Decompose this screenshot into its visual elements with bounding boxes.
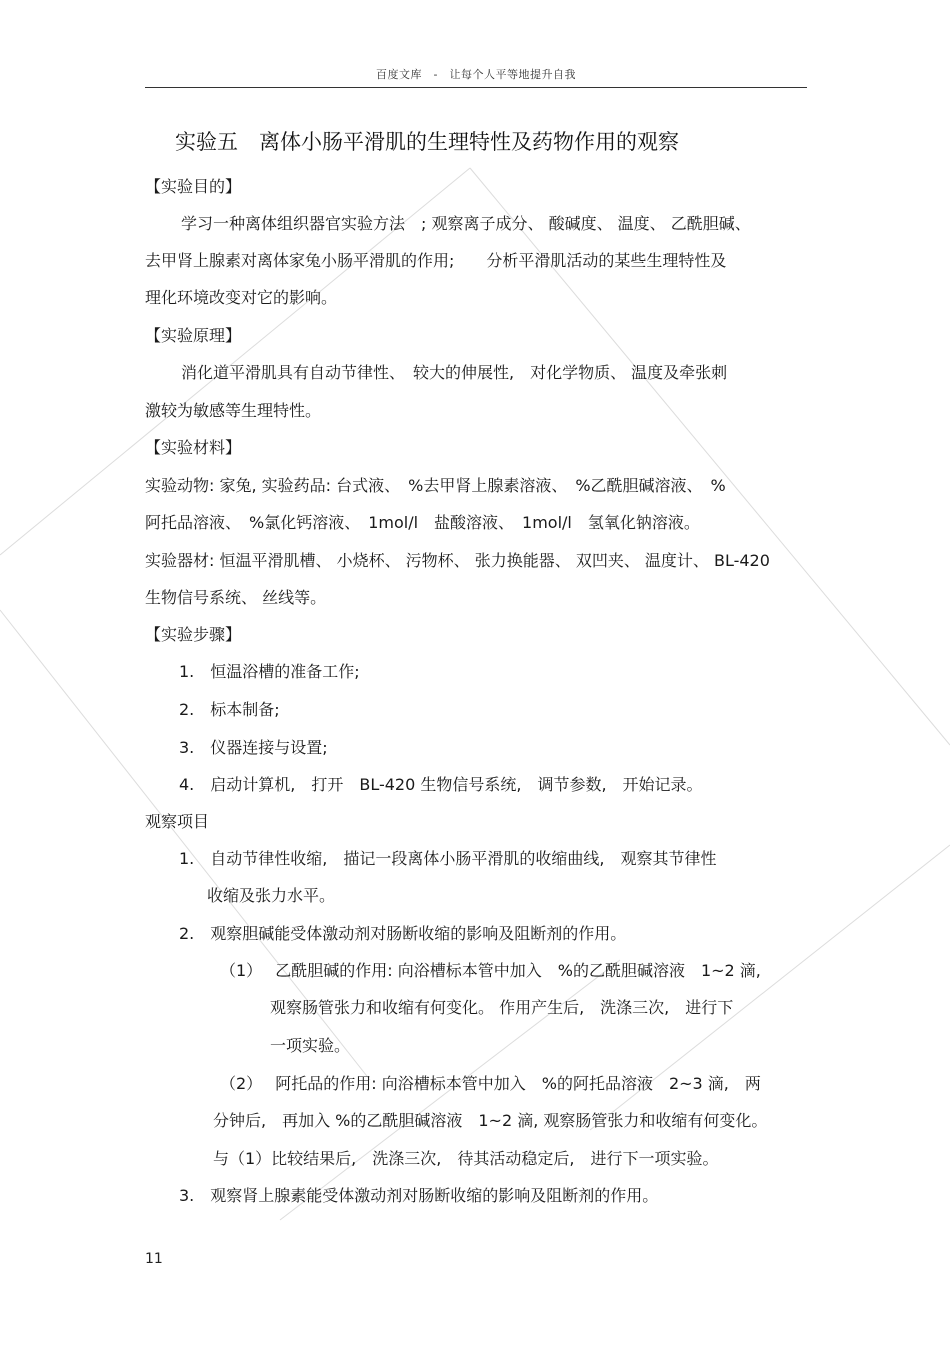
section-heading-principle: 【实验原理】 [145,326,242,345]
list-item: 1. 恒温浴槽的准备工作; [179,662,360,681]
paragraph-line: 阿托品溶液、 %氯化钙溶液、 1mol/l 盐酸溶液、 1mol/l 氢氧化钠溶液。 [145,513,700,532]
sub-item: （2） 阿托品的作用: 向浴槽标本管中加入 %的阿托品溶液 2~3 滴, 两 [220,1074,761,1093]
sub-item-continuation: 观察肠管张力和收缩有何变化。 作用产生后, 洗涤三次, 进行下 [270,998,734,1017]
paragraph-line: 去甲肾上腺素对离体家兔小肠平滑肌的作用; 分析平滑肌活动的某些生理特性及 [145,251,727,270]
paragraph-line: 实验动物: 家兔, 实验药品: 台式液、 %去甲肾上腺素溶液、 %乙酰胆碱溶液、 % [145,476,726,495]
sub-item-continuation: 分钟后, 再加入 %的乙酰胆碱溶液 1~2 滴, 观察肠管张力和收缩有何变化。 [213,1111,768,1130]
page-header: 百度文库 - 让每个人平等地提升自我 [145,66,807,88]
page-number: 11 [145,1251,163,1267]
sub-item-continuation: 一项实验。 [270,1036,351,1055]
sub-item: （1） 乙酰胆碱的作用: 向浴槽标本管中加入 %的乙酰胆碱溶液 1~2 滴, [220,961,761,980]
paragraph-line: 实验器材: 恒温平滑肌槽、 小烧杯、 污物杯、 张力换能器、 双凹夹、 温度计、 BL-420 [145,551,770,570]
paragraph-line: 理化环境改变对它的影响。 [145,288,338,307]
list-item: 2. 观察胆碱能受体激动剂对肠断收缩的影响及阻断剂的作用。 [179,924,627,943]
section-heading-steps: 【实验步骤】 [145,625,242,644]
page-title: 实验五 离体小肠平滑肌的生理特性及药物作用的观察 [175,130,679,154]
list-item: 4. 启动计算机, 打开 BL-420 生物信号系统, 调节参数, 开始记录。 [179,775,703,794]
list-item: 2. 标本制备; [179,700,280,719]
section-heading-observations: 观察项目 [145,812,210,831]
paragraph-line: 学习一种离体组织器官实验方法 ; 观察离子成分、 酸碱度、 温度、 乙酰胆碱、 [181,214,751,233]
section-heading-purpose: 【实验目的】 [145,177,242,196]
list-item-continuation: 收缩及张力水平。 [207,886,336,905]
list-item: 3. 观察肾上腺素能受体激动剂对肠断收缩的影响及阻断剂的作用。 [179,1186,659,1205]
paragraph-line: 激较为敏感等生理特性。 [145,401,322,420]
paragraph-line: 生物信号系统、 丝线等。 [145,588,327,607]
paragraph-line: 消化道平滑肌具有自动节律性、 较大的伸展性, 对化学物质、 温度及牵张刺 [181,363,728,382]
list-item: 3. 仪器连接与设置; [179,738,328,757]
list-item: 1. 自动节律性收缩, 描记一段离体小肠平滑肌的收缩曲线, 观察其节律性 [179,849,717,868]
sub-item-continuation: 与（1）比较结果后, 洗涤三次, 待其活动稳定后, 进行下一项实验。 [213,1149,719,1168]
section-heading-materials: 【实验材料】 [145,438,242,457]
